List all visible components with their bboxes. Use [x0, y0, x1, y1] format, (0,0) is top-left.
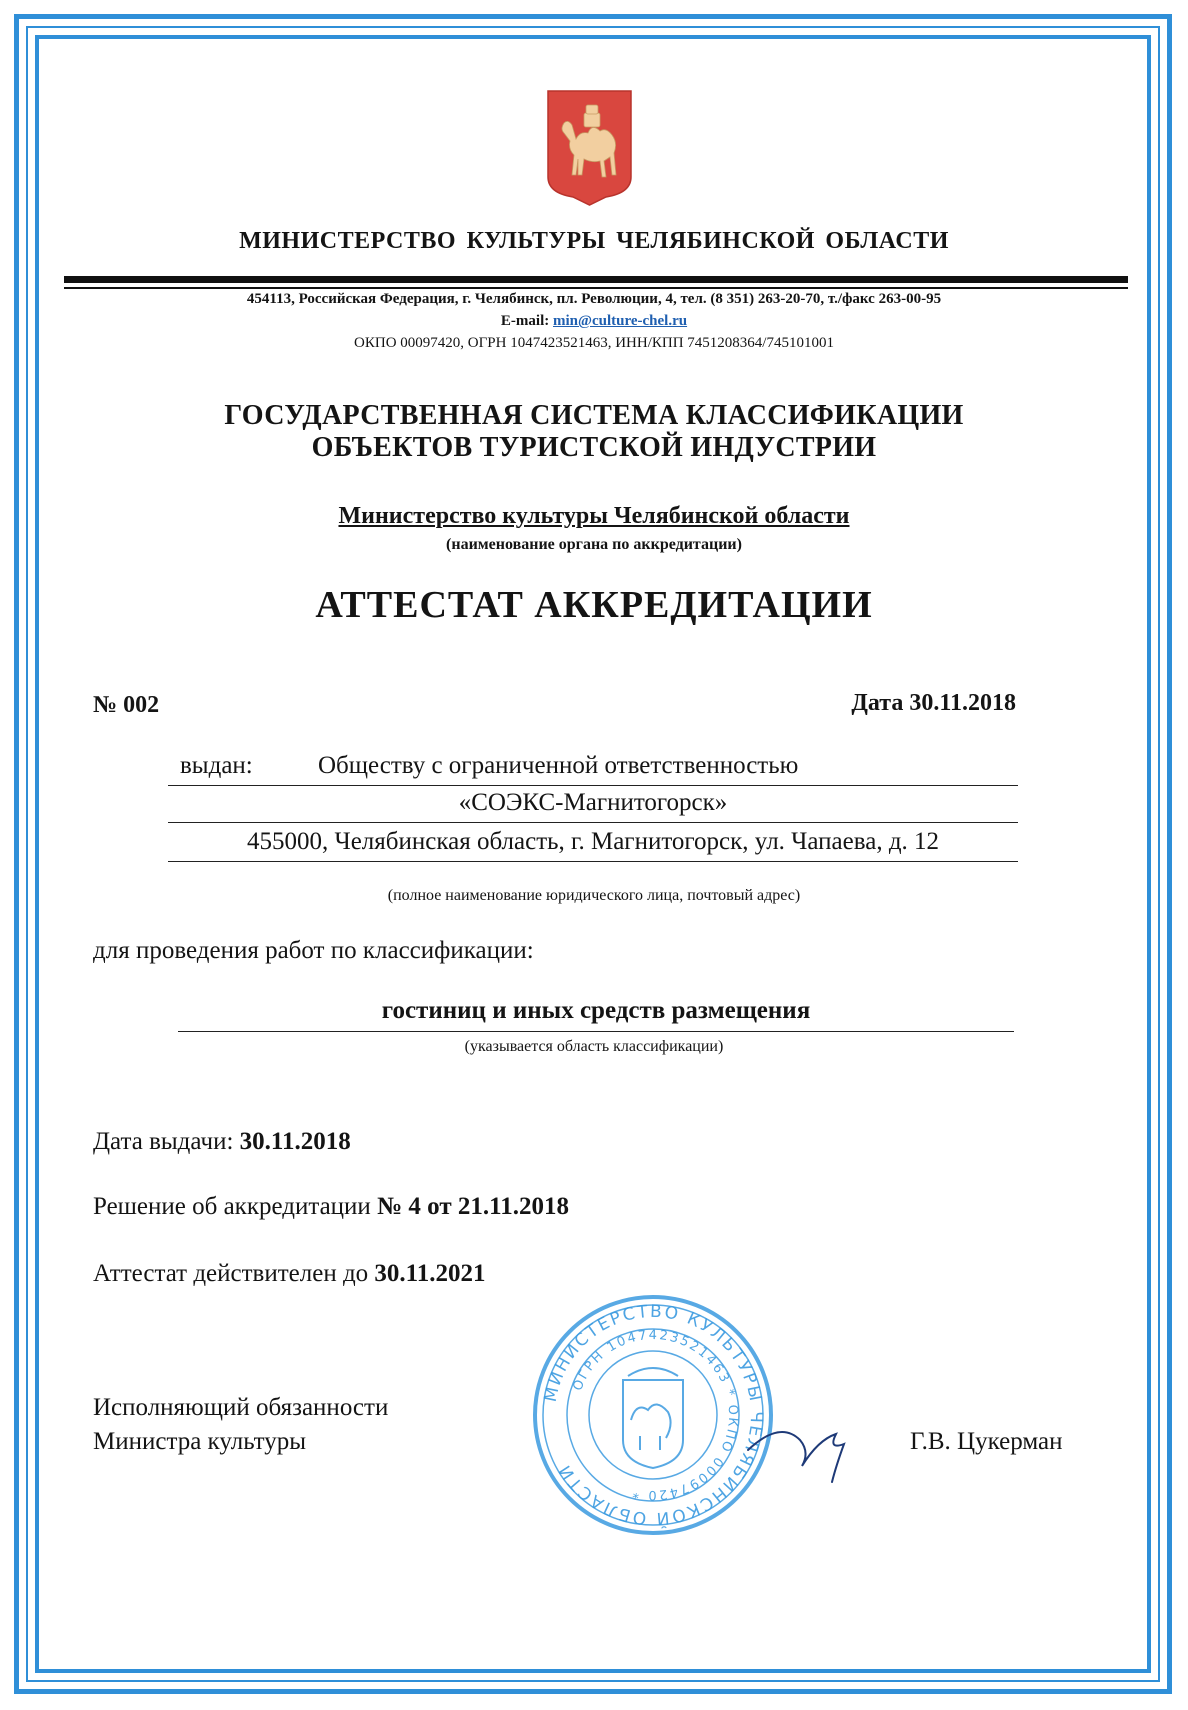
- scope-caption: (указывается область классификации): [464, 1038, 724, 1055]
- signer-position-line2: Министра культуры: [93, 1428, 307, 1455]
- seal-inner-text: ОГРН 1047423521463 * ОКПО 00097420 *: [570, 1327, 741, 1503]
- coat-of-arms-emblem: [546, 89, 633, 207]
- document-date: Дата 30.11.2018: [851, 690, 1016, 716]
- ministry-codes: ОКПО 00097420, ОГРН 1047423521463, ИНН/КПП 7451208364/745101001: [354, 335, 834, 351]
- header-divider-thick: [64, 276, 1128, 283]
- validity-value: 30.11.2021: [374, 1260, 486, 1287]
- fill-line: [168, 822, 1018, 823]
- issue-date-value: 30.11.2018: [239, 1128, 351, 1155]
- email-link[interactable]: min@culture-chel.ru: [553, 313, 688, 329]
- system-title: [0, 400, 1188, 464]
- signer-position-line1: Исполняющий обязанности: [93, 1394, 389, 1421]
- issue-date-label: Дата выдачи:: [93, 1128, 240, 1155]
- ministry-address: 454113, Российская Федерация, г. Челябинск, пл. Революции, 4, тел. (8 351) 263-20-70, т./факс 263-00-95: [246, 291, 942, 307]
- seal-outer-text: МИНИСТЕРСТВО КУЛЬТУРЫ ЧЕЛЯБИНСКОЙ ОБЛАСТИ: [540, 1301, 767, 1529]
- email-label: E-mail:: [500, 313, 553, 329]
- ministry-email-line: [0, 313, 1188, 330]
- issue-date-row: [93, 1128, 351, 1156]
- issued-label: выдан:: [180, 752, 253, 779]
- ministry-header: МИНИСТЕРСТВО КУЛЬТУРЫ ЧЕЛЯБИНСКОЙ ОБЛАСТИ: [239, 228, 949, 254]
- header-divider-thin: [64, 287, 1128, 289]
- fill-line: [178, 1031, 1014, 1032]
- authority-caption: (наименование органа по аккредитации): [446, 536, 742, 553]
- document-number: № 002: [93, 692, 160, 718]
- authority-name: Министерство культуры Челябинской области: [338, 503, 850, 529]
- system-title-line1: ГОСУДАРСТВЕННАЯ СИСТЕМА КЛАССИФИКАЦИИ: [224, 400, 964, 431]
- validity-label: Аттестат действителен до: [93, 1260, 375, 1287]
- decision-row: [93, 1193, 569, 1221]
- fill-line: [168, 861, 1018, 862]
- issued-to-address: 455000, Челябинская область, г. Магнитогорск, ул. Чапаева, д. 12: [246, 828, 940, 855]
- svg-text:ОГРН 1047423521463 * ОКПО 0009: [570, 1328, 740, 1502]
- issued-to-line2: «СОЭКС-Магнитогорск»: [458, 789, 728, 816]
- issued-caption: (полное наименование юридического лица, почтовый адрес): [387, 887, 801, 904]
- validity-row: [93, 1260, 486, 1288]
- system-title-line2: ОБЪЕКТОВ ТУРИСТСКОЙ ИНДУСТРИИ: [311, 432, 877, 463]
- decision-label: Решение об аккредитации: [93, 1193, 378, 1220]
- purpose-text: для проведения работ по классификации:: [93, 937, 534, 964]
- signer-name: Г.В. Цукерман: [910, 1428, 1063, 1455]
- decision-value: № 4 от 21.11.2018: [377, 1193, 570, 1220]
- fill-line: [168, 785, 1018, 786]
- issued-to-line1: Обществу с ограниченной ответственностью: [318, 752, 799, 779]
- handwritten-signature: [740, 1410, 860, 1490]
- accreditation-authority: [0, 503, 1188, 530]
- classification-scope: гостиниц и иных средств размещения: [381, 997, 811, 1024]
- document-title: АТТЕСТАТ АККРЕДИТАЦИИ: [315, 584, 873, 626]
